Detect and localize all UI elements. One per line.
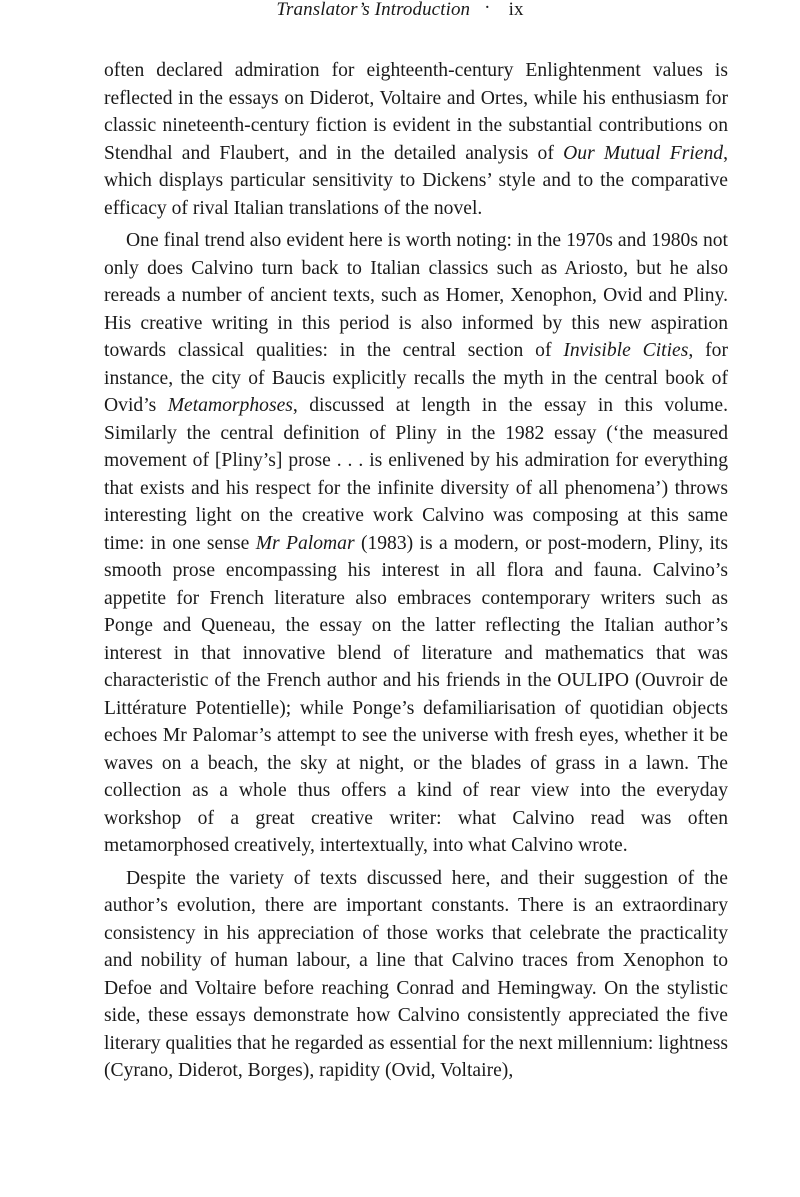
paragraph	[104, 227, 728, 860]
italic-title: Mr Palomar	[255, 532, 355, 554]
italic-title: Invisible Cities	[563, 340, 689, 361]
italic-title: Our Mutual Friend	[563, 142, 724, 164]
paragraph	[104, 57, 728, 222]
text-run: , discussed at length in the essay in this volume. Similarly the central definition of Pliny in the 1982 essay (‘the measured movement of [Pliny’s] prose . . . is enlivened by his admiration for everything that exists and his respect for the infinite diversity of all phenomena’) throws interesting light on the creative work Calvino was composing at this same time: in one sense	[104, 395, 728, 554]
text-run: , which displays particular sensitivity to Dickens’ style and to the comparative efficacy of rival Italian translations of the novel.	[104, 142, 729, 219]
paragraph	[104, 865, 728, 1085]
text-run: often declared admiration for eighteenth-century Enlightenment values is reflected in the essays on Diderot, Voltaire and Ortes, while his enthusiasm for classic nineteenth-century fiction is evident in the substantial contributions on Stendhal and Flaubert, and in the detailed analysis of	[104, 60, 728, 164]
italic-title: Metamorphoses	[167, 395, 293, 416]
text-run: Despite the variety of texts discussed here, and their suggestion of the author’s evolution, there are important constants. There is an extraordinary consistency in his appreciation of those works that celebrate the practicality and nobility of human labour, a line that Calvino traces from Xenophon to Defoe and Voltaire before reaching Conrad and Hemingway. On the stylistic side, these essays demonstrate how Calvino consistently appreciated the five literary qualities that he regarded as essential for the next millennium: lightness (Cyrano, Diderot, Borges), rapidity (Ovid, Voltaire),	[104, 867, 728, 1081]
text-run: , for instance, the city of Baucis explicitly recalls the myth in the central book of Ovid’s	[104, 340, 728, 416]
body-text	[104, 57, 728, 1085]
running-head	[0, 0, 800, 20]
running-head-title: Translator’s Introduction	[276, 0, 471, 20]
text-run: One final trend also evident here is worth noting: in the 1970s and 1980s not only does Calvino turn back to Italian classics such as Ariosto, but he also rereads a number of ancient texts, such as Homer, Xenophon, Ovid and Pliny. His creative writing in this period is also informed by this new aspiration towards classical qualities: in the central section of	[104, 230, 728, 361]
page-number: ix	[508, 0, 524, 20]
running-head-separator: ·	[484, 0, 491, 18]
text-run: (1983) is a modern, or post-modern, Pliny, its smooth prose encompassing his interest in all flora and fauna. Calvino’s appetite for French literature also embraces contemporary writers such as Ponge and Queneau, the essay on the latter reflecting the Italian author’s interest in that innovative blend of literature and mathematics that was characteristic of the French author and his friends in the OULIPO (Ouvroir de Littérature Potentielle); while Ponge’s defamiliarisation of quotidian objects echoes Mr Palomar’s attempt to see the universe with fresh eyes, whether it be waves on a beach, the sky at night, or the blades of grass in a lawn. The collection as a whole thus offers a kind of rear view into the everyday workshop of a great creative writer: what Calvino read was often metamorphosed creatively, intertextually, into what Calvino wrote.	[104, 532, 728, 856]
